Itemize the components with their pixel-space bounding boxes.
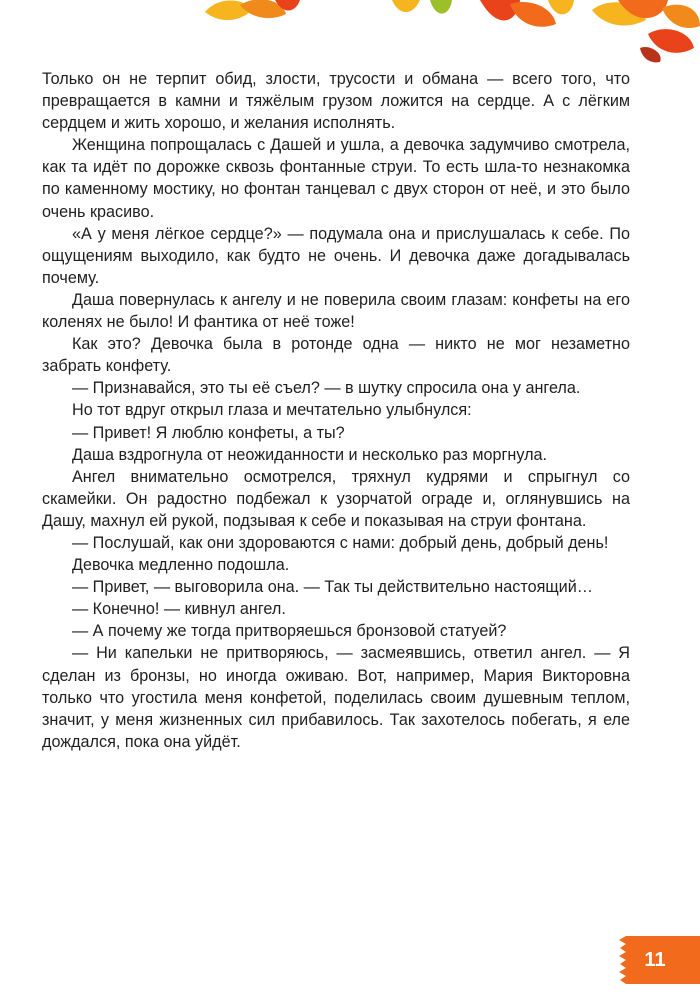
leaf-icon (392, 0, 452, 14)
paragraph: Девочка медленно подошла. (72, 556, 290, 575)
leaf-icon (205, 0, 300, 20)
paragraph: — Признавайся, это ты её съел? — в шутку спросила она у ангела. (72, 379, 581, 398)
paragraph: Только он не терпит обид, злости, трусости и обмана — всего того, что превращается в камни и тяжёлым грузом ложится на сердце. А с лёгким сердцем и жить хорошо, и желания исполнять. (42, 70, 630, 133)
paragraph: — Послушай, как они здороваются с нами: добрый день, добрый день! (72, 533, 609, 552)
paragraph: — Ни капельки не притворяюсь, — засмеявшись, ответил ангел. — Я сделан из бронзы, но иногда оживаю. Вот, например, Мария Викторовна только что угостила меня конфетой, поделилась своим душевным теплом, значит, у меня жизненных сил прибавилось. Так захотелось побегать, я еле дождался, пока она уйдёт. (42, 644, 630, 751)
paragraph: Как это? Девочка была в ротонде одна — никто не мог незаметно забрать конфету. (42, 335, 630, 376)
paragraph: Даша вздрогнула от неожиданности и несколько раз моргнула. (72, 445, 548, 464)
paragraph: — Конечно! — кивнул ангел. (72, 600, 286, 619)
leaf-icon (480, 0, 574, 27)
paragraph: «А у меня лёгкое сердце?» — подумала она и прислушалась к себе. По ощущениям выходило, как будто не очень. И девочка даже догадывалась почему. (42, 224, 630, 287)
paragraph: — Привет, — выговорила она. — Так ты действительно настоящий… (72, 578, 593, 597)
story-text (42, 68, 630, 753)
paragraph: Женщина попрощалась с Дашей и ушла, а девочка задумчиво смотрела, как та идёт по дорожке сквозь фонтанные струи. То есть шла-то незнакомка по каменному мостику, но фонтан танцевал с двух сторон от неё, и это было очень красиво. (42, 136, 630, 221)
paragraph: — Привет! Я люблю конфеты, а ты? (72, 423, 345, 442)
paragraph: Даша повернулась к ангелу и не поверила своим глазам: конфеты на его коленях не было! И фантика от неё тоже! (42, 290, 630, 332)
paragraph: Ангел внимательно осмотрелся, тряхнул кудрями и спрыгнул со скамейки. Он радостно подбежал к узорчатой ограде и, оглянувшись на Дашу, махнул ей рукой, подзывая к себе и показывая на струи фонтана. (42, 467, 630, 530)
paragraph: Но тот вдруг открыл глаза и мечтательно улыбнулся: (72, 401, 472, 420)
leaf-icon (592, 0, 700, 62)
paragraph: — А почему же тогда притворяешься бронзовой статуей? (72, 622, 507, 641)
page-number: 11 (644, 948, 666, 971)
